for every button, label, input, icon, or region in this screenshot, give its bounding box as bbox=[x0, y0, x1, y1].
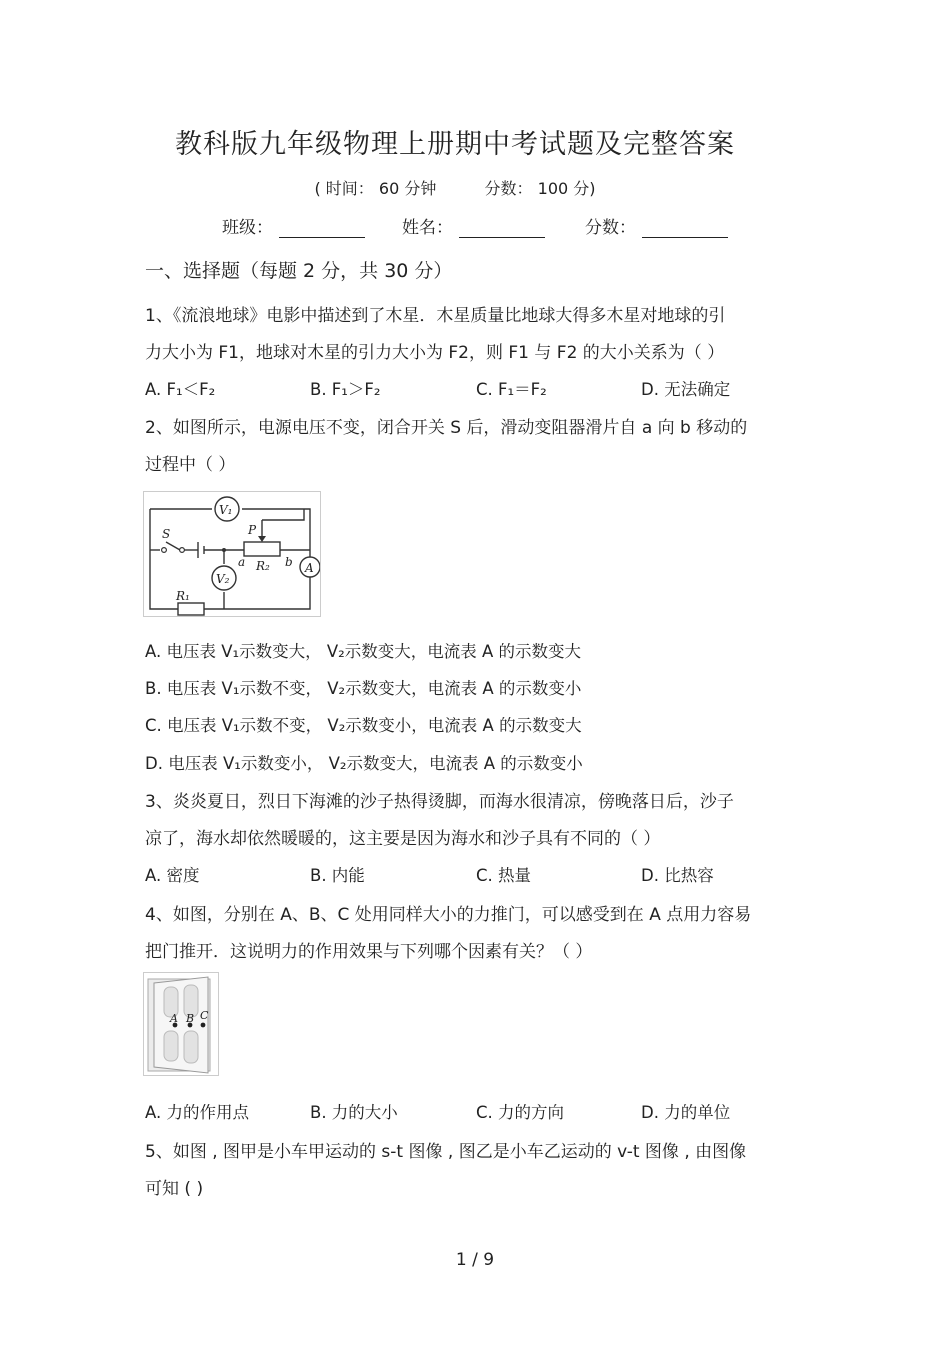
name-field bbox=[402, 213, 545, 238]
rheostat-r2 bbox=[244, 542, 280, 556]
door-label-c: C bbox=[200, 1009, 209, 1022]
q4-option-d: D. 力的单位 bbox=[641, 1103, 731, 1122]
score-field-label: 分数： bbox=[585, 218, 636, 238]
door-svg bbox=[144, 973, 218, 1075]
door-label-a: A bbox=[170, 1012, 178, 1025]
q3-option-d: D. 比热容 bbox=[641, 866, 714, 885]
score-value: 100 分) bbox=[537, 179, 596, 198]
q2-line2: 过程中（ ） bbox=[145, 455, 236, 475]
name-blank bbox=[459, 219, 545, 238]
section-heading: 一、选择题（每题 2 分，共 30 分） bbox=[145, 260, 453, 282]
door-leaf bbox=[154, 977, 208, 1073]
score-blank bbox=[642, 219, 728, 238]
q4-line2: 把门推开．这说明力的作用效果与下列哪个因素有关？（ ） bbox=[145, 942, 593, 962]
q3-option-b: B. 内能 bbox=[310, 866, 365, 885]
slider-arrow-icon bbox=[258, 536, 266, 542]
q5-line1: 5、如图 , 图甲是小车甲运动的 s-t 图像 , 图乙是小车乙运动的 v-t 图像 , 由图像 bbox=[145, 1142, 747, 1162]
exam-info bbox=[0, 176, 910, 199]
point-c-dot bbox=[201, 1023, 206, 1028]
q1-option-d: D. 无法确定 bbox=[641, 380, 731, 399]
score-field bbox=[585, 213, 728, 238]
r2-label: R₂ bbox=[256, 559, 270, 573]
ammeter-label: A bbox=[305, 561, 314, 575]
q3-option-a: A. 密度 bbox=[145, 866, 200, 885]
q4-option-b: B. 力的大小 bbox=[310, 1103, 398, 1122]
q4-line1: 4、如图，分别在 A、B、C 处用同样大小的力推门，可以感受到在 A 点用力容易 bbox=[145, 905, 752, 925]
q2-option-c: C. 电压表 V₁示数不变， V₂示数变小，电流表 A 的示数变大 bbox=[145, 716, 582, 735]
point-b-label: b bbox=[285, 555, 293, 569]
q1-option-a: A. F₁＜F₂ bbox=[145, 380, 216, 399]
q3-option-c: C. 热量 bbox=[476, 866, 532, 885]
q1-line1: 1、《流浪地球》电影中描述到了木星．木星质量比地球大得多木星对地球的引 bbox=[145, 306, 726, 326]
q4-option-c: C. 力的方向 bbox=[476, 1103, 565, 1122]
v2-label: V₂ bbox=[216, 572, 230, 586]
class-blank bbox=[279, 219, 365, 238]
q4-option-a: A. 力的作用点 bbox=[145, 1103, 249, 1122]
q2-option-d: D. 电压表 V₁示数变小， V₂示数变大，电流表 A 的示数变小 bbox=[145, 754, 583, 773]
circuit-diagram bbox=[143, 491, 321, 617]
q3-line2: 凉了，海水却依然暖暖的，这主要是因为海水和沙子具有不同的（ ） bbox=[145, 829, 661, 849]
page-title: 教科版九年级物理上册期中考试题及完整答案 bbox=[175, 129, 735, 160]
circuit-svg bbox=[144, 492, 320, 616]
v1-label: V₁ bbox=[219, 503, 233, 517]
q3-line1: 3、炎炎夏日，烈日下海滩的沙子热得烫脚，而海水很清凉，傍晚落日后，沙子 bbox=[145, 792, 734, 812]
page-number: 1 / 9 bbox=[455, 1250, 495, 1270]
name-label: 姓名： bbox=[402, 218, 453, 238]
q1-line2: 力大小为 F1，地球对木星的引力大小为 F2，则 F1 与 F2 的大小关系为（ ） bbox=[145, 343, 725, 363]
class-field bbox=[222, 213, 365, 238]
q2-option-a: A. 电压表 V₁示数变大， V₂示数变大，电流表 A 的示数变大 bbox=[145, 642, 582, 661]
q2-option-b: B. 电压表 V₁示数不变， V₂示数变大，电流表 A 的示数变小 bbox=[145, 679, 582, 698]
q1-option-c: C. F₁＝F₂ bbox=[476, 380, 547, 399]
r1-label: R₁ bbox=[176, 589, 190, 603]
time-value: 60 分钟 bbox=[378, 179, 437, 198]
resistor-r1 bbox=[178, 603, 204, 615]
door-label-b: B bbox=[186, 1012, 195, 1025]
slider-label: P bbox=[248, 523, 257, 537]
time-label: ( 时间： bbox=[314, 179, 374, 198]
q5-line2: 可知 ( ) bbox=[145, 1179, 204, 1199]
point-a-label: a bbox=[238, 555, 246, 569]
score-label: 分数： bbox=[484, 179, 533, 198]
switch-label: S bbox=[162, 527, 171, 541]
class-label: 班级： bbox=[222, 218, 273, 238]
door-figure bbox=[143, 972, 219, 1076]
q2-line1: 2、如图所示，电源电压不变，闭合开关 S 后，滑动变阻器滑片自 a 向 b 移动的 bbox=[145, 418, 748, 438]
q1-option-b: B. F₁＞F₂ bbox=[310, 380, 381, 399]
